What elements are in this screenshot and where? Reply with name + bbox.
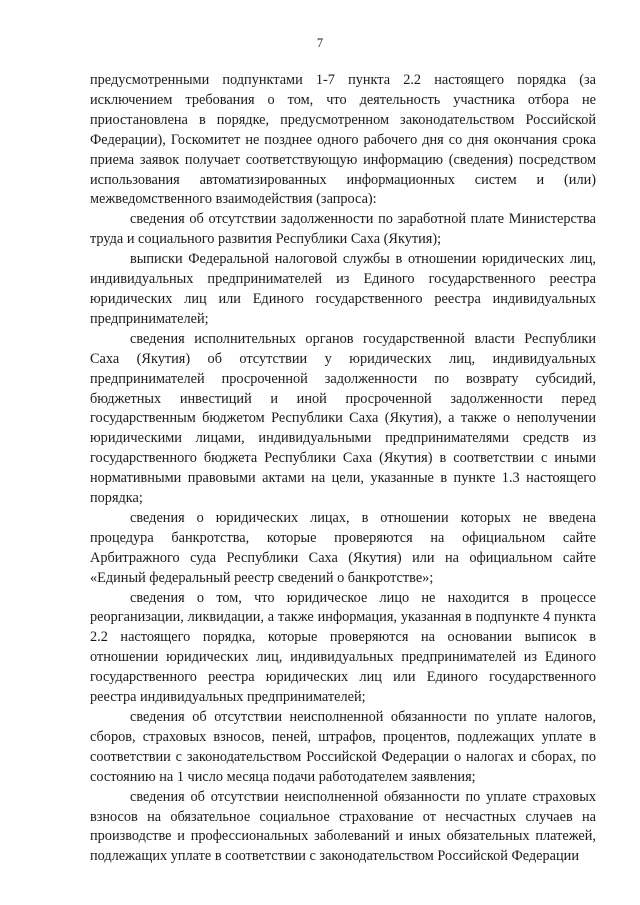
- paragraph-bankruptcy-info: сведения о юридических лицах, в отношении которых не введена процедура банкротства, которые проверяются на официальном сайте Арбитражного суда Республики Саха (Якутия) или на официальном сайте «Единый федеральный реестр сведений о банкротстве»;: [90, 509, 596, 586]
- paragraph-executive-bodies-info: сведения исполнительных органов государственной власти Республики Саха (Якутия) об отсутствии у юридических лиц, индивидуальных предпринимателей просроченной задолженности по возврату субсидий, бюджетных инвестиций и иной просроченной задолженности перед государственным бюджетом Республики Саха (Якутия), а также о неполучении юридическими лицами, индивидуальными предпринимателями средств из государственного бюджета Республики Саха (Якутия) в соответствии с иными нормативными правовыми актами на цели, указанные в пункте 1.3 настоящего порядка;: [90, 330, 596, 507]
- paragraph-wage-arrears-info: сведения об отсутствии задолженности по заработной плате Министерства труда и социального развития Республики Саха (Якутия);: [90, 211, 596, 248]
- paragraph-tax-obligations-info: сведения об отсутствии неисполненной обязанности по уплате налогов, сборов, страховых взносов, пеней, штрафов, процентов, подлежащих уплате в соответствии с законодательством Российской Федерации о налогах и сборах, по состоянию на 1 число месяца подачи работодателем заявления;: [90, 709, 596, 785]
- paragraph-intro: предусмотренными подпунктами 1-7 пункта 2.2 настоящего порядка (за исключением требования о том, что деятельность участника отбора не приостановлена в порядке, предусмотренном законодательством Российской Федерации), Госкомитет не позднее одного рабочего дня со дня окончания срока приема заявок получает соответствующую информацию (сведения) посредством использования автоматизированных информационных систем и (или) межведомственного взаимодействия (запроса):: [90, 72, 596, 208]
- document-body: [90, 71, 596, 867]
- paragraph-reorganization-info: сведения о том, что юридическое лицо не находится в процессе реорганизации, ликвидации, а также информация, указанная в подпункте 4 пункта 2.2 настоящего порядка, которые проверяются на основании выписок в отношении юридических лиц, индивидуальных предпринимателей из Единого государственного реестра юридических лиц или Единого государственного реестра индивидуальных предпринимателей;: [90, 589, 596, 706]
- page-number: 7: [316, 36, 324, 50]
- paragraph-insurance-obligations-info: сведения об отсутствии неисполненной обязанности по уплате страховых взносов на обязательное социальное страхование от несчастных случаев на производстве и профессиональных заболеваний и иных обязательных платежей, подлежащих уплате в соответствии с законодательством Российской Федерации: [90, 788, 596, 865]
- paragraph-tax-service-extracts: выписки Федеральной налоговой службы в отношении юридических лиц, индивидуальных предпринимателей из Единого государственного реестра юридических лиц или Единого государственного реестра индивидуальных предпринимателей;: [90, 251, 596, 327]
